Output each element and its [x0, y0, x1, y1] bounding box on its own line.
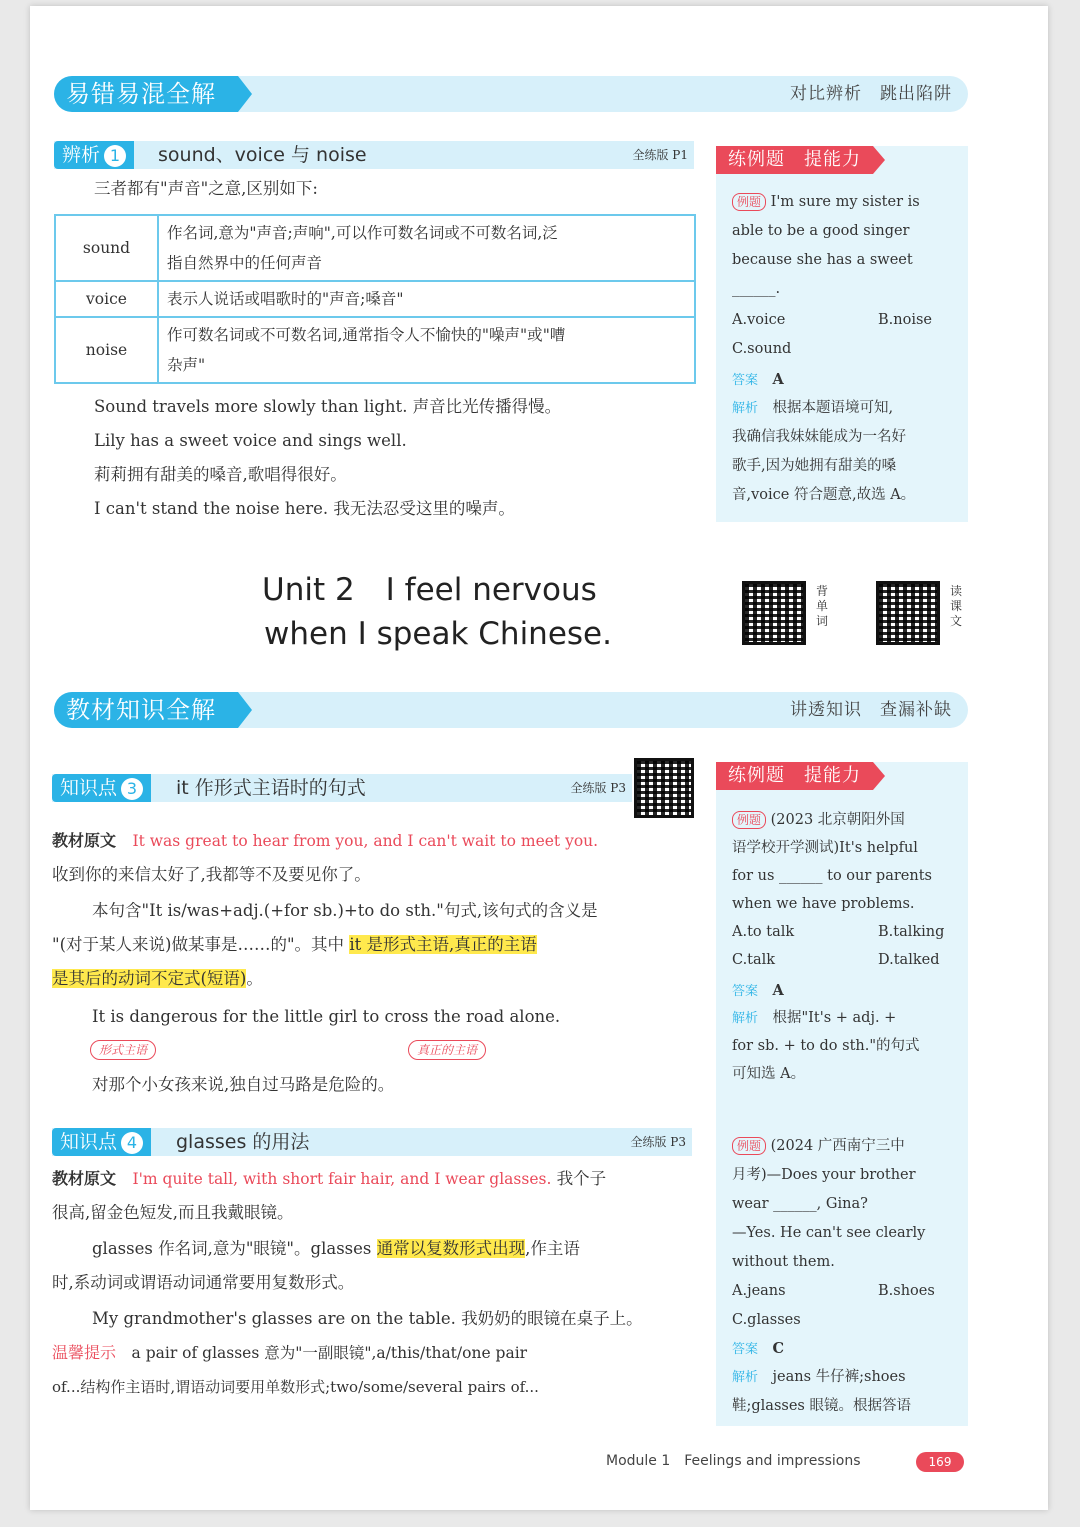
textbook-page — [30, 6, 1048, 1510]
question-line: —Yes. He can't see clearly — [732, 1225, 926, 1241]
point-header-4 — [52, 1128, 692, 1156]
body-line: glasses 作名词,意为"眼镜"。glasses 通常以复数形式出现,作主语 — [92, 1239, 580, 1258]
banner-subtitle: 讲透知识 查漏补缺 — [790, 700, 952, 720]
option-line: A.to talk B.talking — [732, 924, 945, 940]
source-line: 教材原文 I'm quite tall, with short fair hair, and I wear glasses. 我个子 — [52, 1169, 607, 1188]
question-line: when we have problems. — [732, 896, 915, 912]
explanation-line: 我确信我妹妹能成为一名好 — [732, 429, 906, 445]
point-header-1 — [54, 141, 694, 169]
answer-line: 答案 A — [732, 371, 784, 388]
point-ref: 全练版 P3 — [630, 1135, 686, 1149]
example-translation: 对那个小女孩来说,独自过马路是危险的。 — [92, 1075, 395, 1094]
example-line: Sound travels more slowly than light. 声音比光传播得慢。 — [94, 397, 562, 416]
unit-title: Unit 2 I feel nervous when I speak Chinese. — [262, 572, 612, 652]
option-line: A.voice B.noise — [732, 312, 932, 328]
qr-code-reading[interactable] — [876, 581, 940, 645]
section-banner-knowledge — [54, 692, 968, 728]
point-title: sound、voice 与 noise — [158, 144, 367, 166]
source-line: 教材原文 It was great to hear from you, and I can't wait to meet you. — [52, 831, 599, 850]
intro-text: 三者都有"声音"之意,区别如下: — [94, 179, 318, 198]
question-line: able to be a good singer — [732, 223, 910, 239]
point-tag: 辨析 1 — [54, 141, 134, 169]
explanation-line: 鞋;glasses 眼镜。根据答语 — [732, 1398, 911, 1414]
table-desc: 作可数名词或不可数名词,通常指令人不愉快的"噪声"或"嘈 杂声" — [158, 317, 695, 383]
qr-label: 读课文 — [950, 584, 963, 628]
example-line: Lily has a sweet voice and sings well. — [94, 431, 407, 450]
annotation-real-subject: 真正的主语 — [408, 1040, 486, 1060]
point-ref: 全练版 P1 — [632, 148, 688, 162]
table-row — [55, 215, 695, 281]
option-line: C.sound — [732, 341, 792, 357]
point-tag: 知识点 3 — [52, 774, 151, 802]
table-word: noise — [55, 317, 158, 383]
body-line: 时,系动词或谓语动词通常要用复数形式。 — [52, 1273, 355, 1292]
practice-box-1 — [716, 146, 968, 522]
body-line: 收到你的来信太好了,我都等不及要见你了。 — [52, 865, 371, 884]
table-row — [55, 317, 695, 383]
question-line: 月考)—Does your brother — [732, 1167, 916, 1183]
practice-head: 练例题 提能力 — [716, 146, 873, 174]
option-line: C.glasses — [732, 1312, 801, 1328]
point-title: glasses 的用法 — [176, 1131, 310, 1153]
tip-line: of...结构作主语时,谓语动词要用单数形式;two/some/several pairs of... — [52, 1378, 539, 1396]
point-header-3 — [52, 774, 632, 802]
question-line: without them. — [732, 1254, 835, 1270]
practice-box-2 — [716, 762, 968, 1426]
section-banner-errors — [54, 76, 968, 112]
question-line: 例题 (2024 广西南宁三中 — [732, 1132, 954, 1161]
point-title: it 作形式主语时的句式 — [176, 777, 366, 799]
practice-head: 练例题 提能力 — [716, 762, 873, 790]
page-number: 169 — [916, 1452, 964, 1472]
table-desc: 作名词,意为"声音;声响",可以作可数名词或不可数名词,泛 指自然界中的任何声音 — [158, 215, 695, 281]
example-line: I can't stand the noise here. 我无法忍受这里的噪声。 — [94, 499, 515, 518]
answer-line: 答案 C — [732, 1340, 785, 1357]
answer-line: 答案 A — [732, 982, 784, 999]
question-line: ______. — [732, 281, 781, 297]
table-desc: 表示人说话或唱歌时的"声音;嗓音" — [158, 281, 695, 317]
example-line: It is dangerous for the little girl to cross the road alone. — [92, 1007, 561, 1026]
body-line: "(对于某人来说)做某事是……的"。其中 it 是形式主语,真正的主语 — [52, 935, 537, 954]
footer-module: Module 1 Feelings and impressions — [606, 1453, 861, 1469]
body-line: 很高,留金色短发,而且我戴眼镜。 — [52, 1203, 294, 1222]
explanation-line: for sb. + to do sth."的句式 — [732, 1038, 920, 1054]
question-line: 例题 (2023 北京朝阳外国 — [732, 806, 954, 835]
example-line: 莉莉拥有甜美的嗓音,歌唱得很好。 — [94, 465, 347, 484]
explanation-line: 解析 根据本题语境可知, — [732, 400, 894, 416]
question-line: 语学校开学测试)It's helpful — [732, 840, 918, 856]
banner-subtitle: 对比辨析 跳出陷阱 — [790, 84, 952, 104]
question-line: wear ______, Gina? — [732, 1196, 868, 1212]
option-line: A.jeans B.shoes — [732, 1283, 935, 1299]
question-line: for us ______ to our parents — [732, 868, 932, 884]
explanation-line: 音,voice 符合题意,故选 A。 — [732, 487, 916, 503]
point-ref: 全练版 P3 — [570, 781, 626, 795]
banner-title: 易错易混全解 — [54, 76, 238, 112]
explanation-line: 可知选 A。 — [732, 1066, 806, 1082]
qr-code-point3[interactable] — [634, 758, 694, 818]
table-word: voice — [55, 281, 158, 317]
comparison-table — [54, 214, 696, 384]
option-line: C.talk D.talked — [732, 952, 940, 968]
explanation-line: 解析 jeans 牛仔裤;shoes — [732, 1369, 906, 1385]
body-line: 本句含"It is/was+adj.(+for sb.)+to do sth."句式,该句式的含义是 — [92, 901, 598, 920]
example-line: My grandmother's glasses are on the table. 我奶奶的眼镜在桌子上。 — [92, 1309, 643, 1328]
qr-code-vocabulary[interactable] — [742, 581, 806, 645]
tip-line: 温馨提示 a pair of glasses 意为"一副眼镜",a/this/that/one pair — [52, 1343, 528, 1362]
question-line: 例题 I'm sure my sister is — [732, 188, 954, 217]
table-word: sound — [55, 215, 158, 281]
banner-title: 教材知识全解 — [54, 692, 238, 728]
highlight-line: 是其后的动词不定式(短语)。 — [52, 969, 263, 988]
question-line: because she has a sweet — [732, 252, 913, 268]
explanation-line: 解析 根据"It's + adj. + — [732, 1010, 897, 1026]
point-tag: 知识点 4 — [52, 1128, 151, 1156]
annotation-formal-subject: 形式主语 — [90, 1040, 156, 1060]
qr-label: 背单词 — [816, 584, 829, 628]
table-row — [55, 281, 695, 317]
explanation-line: 歌手,因为她拥有甜美的嗓 — [732, 458, 897, 474]
